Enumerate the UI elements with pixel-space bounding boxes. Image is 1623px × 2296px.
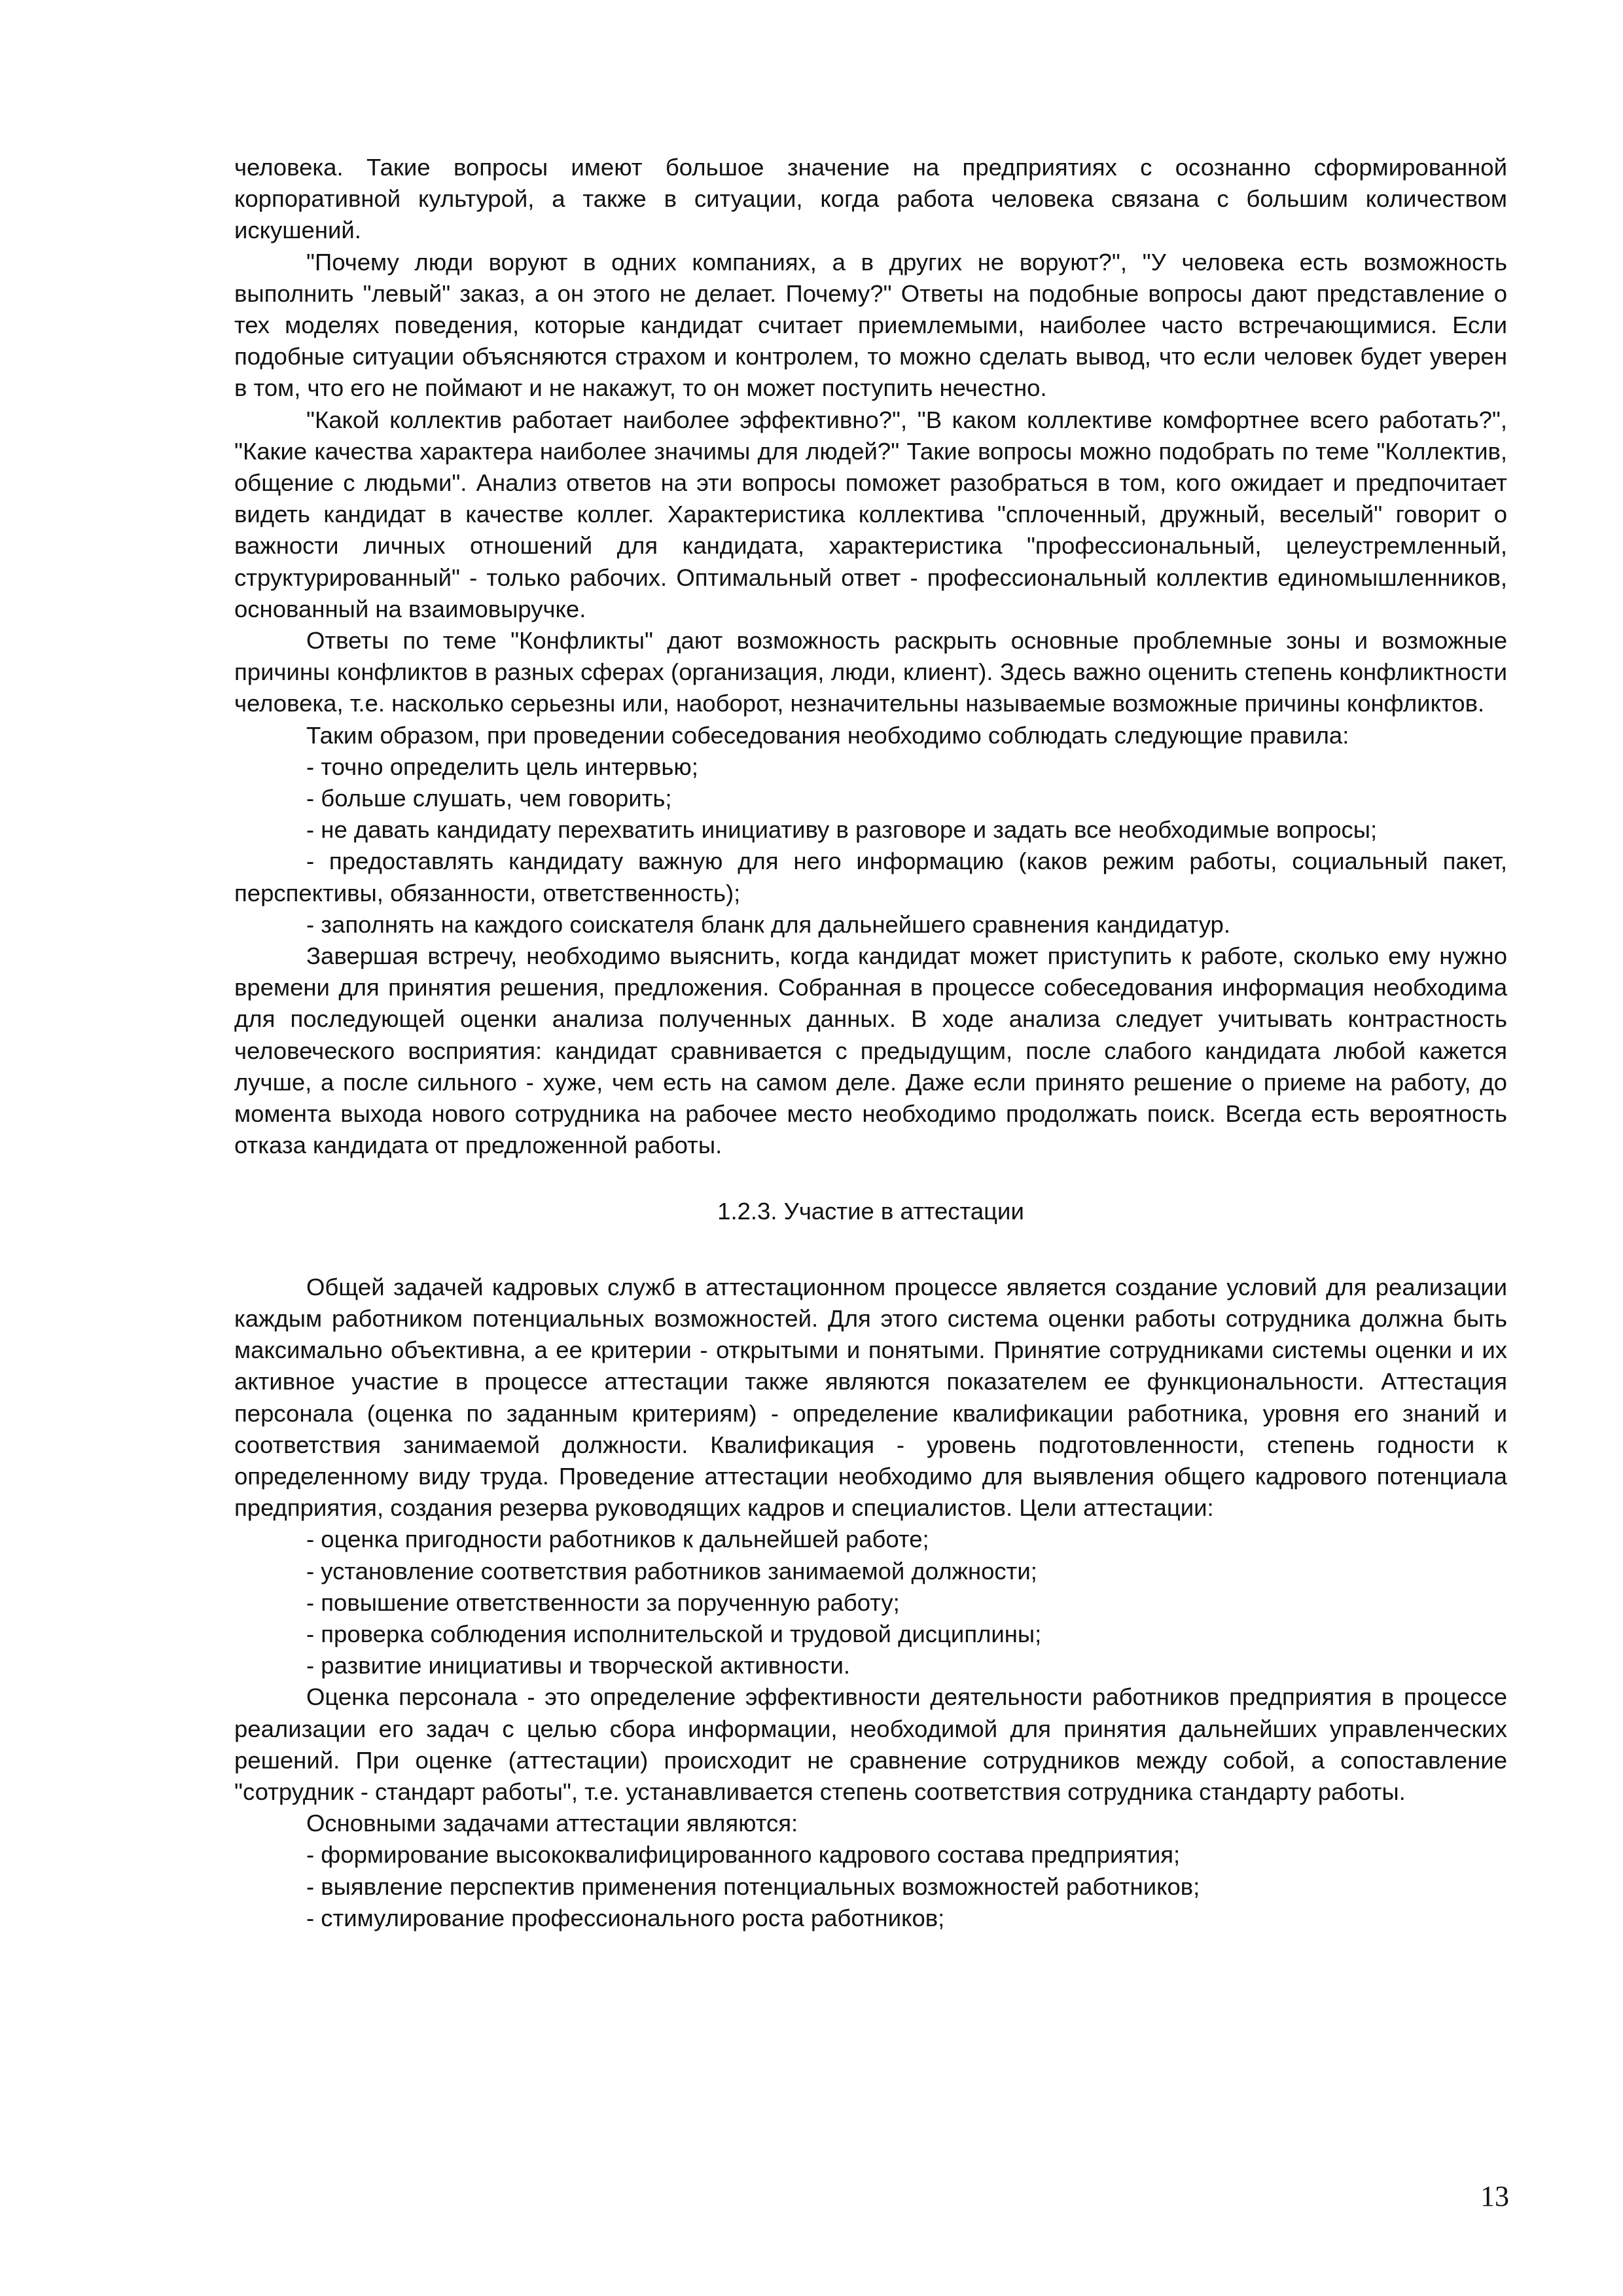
- goal-item: - проверка соблюдения исполнительской и трудовой дисциплины;: [306, 1620, 1042, 1647]
- paragraph-team-questions: "Какой коллектив работает наиболее эффективно?", "В каком коллективе комфортнее всего работать?", "Какие качества характера наиболее значимы для людей?" Такие вопросы можно подобрать по теме "Коллектив, общение с людьми". Анализ ответов на эти вопросы поможет разобраться в том, кого ожидает и предпочитает видеть кандидат в качестве коллег. Характеристика коллектива "сплоченный, дружный, веселый" говорит о важности личных отношений для кандидата, характеристика "профессиональный, целеустремленный, структурированный" - только рабочих. Оптимальный ответ - профессиональный коллектив единомышленников, основанный на взаимовыручке.: [234, 406, 1507, 622]
- paragraph-continuation: человека. Такие вопросы имеют большое значение на предприятиях с осознанно сформированной корпоративной культурой, а также в ситуации, когда работа человека связана с большим количеством искушений.: [234, 154, 1507, 244]
- rule-item: - больше слушать, чем говорить;: [306, 785, 672, 812]
- paragraph-tasks-intro: Основными задачами аттестации являются:: [306, 1810, 798, 1837]
- section-heading: 1.2.3. Участие в аттестации: [717, 1197, 1024, 1225]
- task-item: - формирование высококвалифицированного кадрового состава предприятия;: [306, 1841, 1181, 1869]
- paragraph-evaluation: Оценка персонала - это определение эффективности деятельности работников предприятия в процессе реализации его задач с целью сбора информации, необходимой для принятия дальнейших управленческих решений. При оценке (аттестации) происходит не сравнение сотрудников между собой, а сопоставление "сотрудник - стандарт работы", т.е. устанавливается степень соответствия сотрудника стандарту работы.: [234, 1683, 1507, 1805]
- goal-item: - развитие инициативы и творческой активности.: [306, 1652, 851, 1679]
- rule-item: - точно определить цель интервью;: [306, 753, 698, 780]
- goal-item: - оценка пригодности работников к дальнейшей работе;: [306, 1526, 929, 1553]
- goal-item: - установление соответствия работников занимаемой должности;: [306, 1557, 1037, 1585]
- task-item: - стимулирование профессионального роста работников;: [306, 1904, 945, 1931]
- goal-item: - повышение ответственности за порученную работу;: [306, 1588, 900, 1616]
- paragraph-conflicts: Ответы по теме "Конфликты" дают возможность раскрыть основные проблемные зоны и возможные причины конфликтов в разных сферах (организация, люди, клиент). Здесь важно оценить степень конфликтности человека, т.е. насколько серьезны или, наоборот, незначительны называемые возможные причины конфликтов.: [234, 627, 1507, 717]
- page-number: 13: [1480, 2180, 1509, 2212]
- paragraph-closing: Завершая встречу, необходимо выяснить, когда кандидат может приступить к работе, сколько ему нужно времени для принятия решения, предложения. Собранная в процессе собеседования информация необходима для последующей оценки анализа полученных данных. В ходе анализа следует учитывать контрастность человеческого восприятия: кандидат сравнивается с предыдущим, после слабого кандидата любой кажется лучше, а после сильного - хуже, чем есть на самом деле. Даже если принято решение о приеме на работу, до момента выхода нового сотрудника на рабочее место необходимо продолжать поиск. Всегда есть вероятность отказа кандидата от предложенной работы.: [234, 942, 1507, 1159]
- document-page: [234, 152, 1507, 1934]
- paragraph-rules-intro: Таким образом, при проведении собеседования необходимо соблюдать следующие правила:: [306, 721, 1349, 749]
- task-item: - выявление перспектив применения потенциальных возможностей работников;: [306, 1873, 1200, 1900]
- rule-item: - предоставлять кандидату важную для него информацию (каков режим работы, социальный пакет, перспективы, обязанности, ответственность);: [234, 848, 1507, 906]
- rule-item: - заполнять на каждого соискателя бланк для дальнейшего сравнения кандидатур.: [306, 910, 1230, 938]
- rule-item: - не давать кандидату перехватить инициативу в разговоре и задать все необходимые вопросы;: [306, 816, 1378, 844]
- paragraph-theft-questions: "Почему люди воруют в одних компаниях, а в других не воруют?", "У человека есть возможность выполнить "левый" заказ, а он этого не делает. Почему?" Ответы на подобные вопросы дают представление о тех моделях поведения, которые кандидат считает приемлемыми, наиболее часто встречающимися. Если подобные ситуации объясняются страхом и контролем, то можно сделать вывод, что если человек будет уверен в том, что его не поймают и не накажут, то он может поступить нечестно.: [234, 248, 1507, 402]
- paragraph-attestation-intro: Общей задачей кадровых служб в аттестационном процессе является создание условий для реализации каждым работником потенциальных возможностей. Для этого система оценки работы сотрудника должна быть максимально объективна, а ее критерии - открытыми и понятыми. Принятие сотрудниками системы оценки и их активное участие в процессе аттестации также являются показателем ее функциональности. Аттестация персонала (оценка по заданным критериям) - определение квалификации работника, уровня его знаний и соответствия занимаемой должности. Квалификация - уровень подготовленности, степень годности к определенному виду труда. Проведение аттестации необходимо для выявления общего кадрового потенциала предприятия, создания резерва руководящих кадров и специалистов. Цели аттестации:: [234, 1273, 1507, 1522]
